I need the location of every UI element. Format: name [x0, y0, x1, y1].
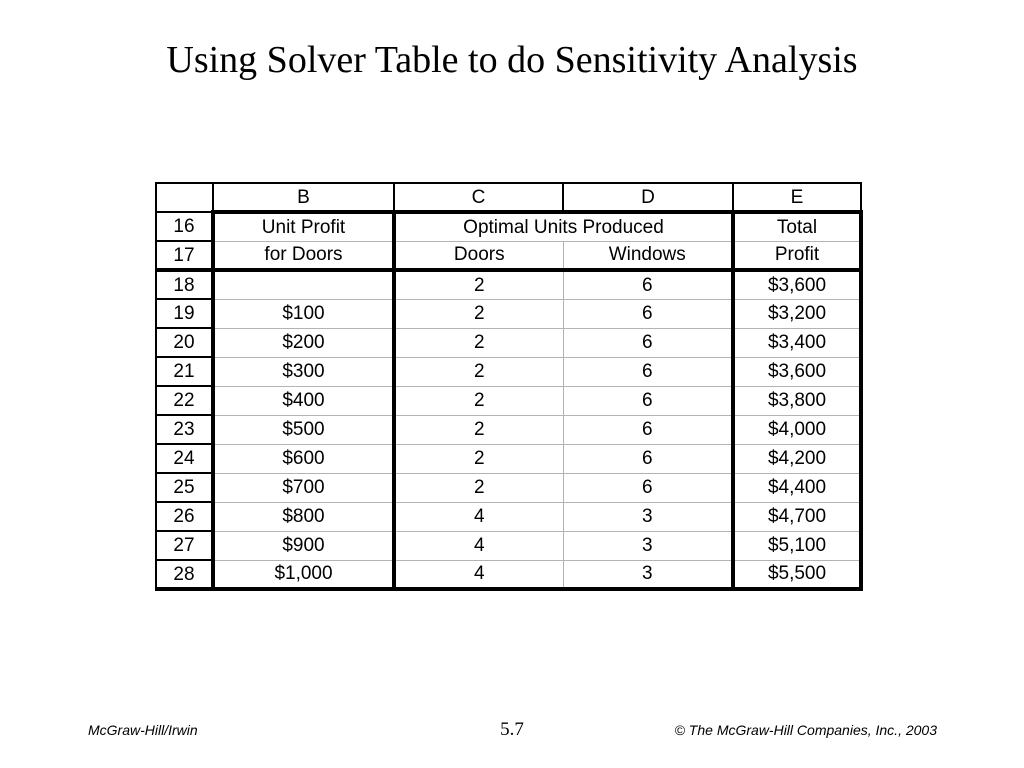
row-header-25: 25 [156, 473, 213, 502]
cell-B26: $800 [213, 502, 394, 531]
cell-B24: $600 [213, 444, 394, 473]
cell-C16-optimal-units-header: Optimal Units Produced [394, 212, 733, 241]
cell-D25: 6 [563, 473, 733, 502]
cell-C27: 4 [394, 531, 563, 560]
footer-page-number: 5.7 [500, 719, 524, 740]
row-header-22: 22 [156, 386, 213, 415]
spreadsheet-body [156, 183, 861, 589]
table-row-22 [156, 386, 861, 415]
cell-E20: $3,400 [733, 328, 861, 357]
cell-E18: $3,600 [733, 270, 861, 299]
cell-B18 [213, 270, 394, 299]
row-header-20: 20 [156, 328, 213, 357]
cell-D19: 6 [563, 299, 733, 328]
row-header-24: 24 [156, 444, 213, 473]
table-row-20 [156, 328, 861, 357]
table-row-24 [156, 444, 861, 473]
table-row-18 [156, 270, 861, 299]
table-row-16 [156, 212, 861, 241]
cell-B27: $900 [213, 531, 394, 560]
cell-E22: $3,800 [733, 386, 861, 415]
cell-D22: 6 [563, 386, 733, 415]
footer-copyright: © The McGraw-Hill Companies, Inc., 2003 [674, 722, 937, 738]
cell-E24: $4,200 [733, 444, 861, 473]
cell-C21: 2 [394, 357, 563, 386]
slide-title: Using Solver Table to do Sensitivity Analysis [166, 39, 858, 81]
table-row-17 [156, 241, 861, 270]
cell-B17-for-doors-header: for Doors [213, 241, 394, 270]
cell-D28: 3 [563, 560, 733, 589]
cell-B20: $200 [213, 328, 394, 357]
table-row-28 [156, 560, 861, 589]
column-letter-C: C [394, 183, 563, 212]
cell-E17-profit-header: Profit [733, 241, 861, 270]
row-header-19: 19 [156, 299, 213, 328]
cell-D17-windows-header: Windows [563, 241, 733, 270]
column-letters-row [156, 183, 861, 212]
cell-D20: 6 [563, 328, 733, 357]
cell-E19: $3,200 [733, 299, 861, 328]
cell-D26: 3 [563, 502, 733, 531]
cell-E23: $4,000 [733, 415, 861, 444]
table-row-23 [156, 415, 861, 444]
cell-E16-total-header: Total [733, 212, 861, 241]
cell-B22: $400 [213, 386, 394, 415]
cell-E21: $3,600 [733, 357, 861, 386]
cell-B25: $700 [213, 473, 394, 502]
cell-E25: $4,400 [733, 473, 861, 502]
cell-B23: $500 [213, 415, 394, 444]
cell-E27: $5,100 [733, 531, 861, 560]
cell-D24: 6 [563, 444, 733, 473]
table-row-25 [156, 473, 861, 502]
cell-B21: $300 [213, 357, 394, 386]
cell-B19: $100 [213, 299, 394, 328]
row-header-23: 23 [156, 415, 213, 444]
cell-C23: 2 [394, 415, 563, 444]
table-row-26 [156, 502, 861, 531]
cell-C26: 4 [394, 502, 563, 531]
corner-cell [156, 183, 213, 212]
row-header-16: 16 [156, 212, 213, 241]
row-header-18: 18 [156, 270, 213, 299]
cell-C17-doors-header: Doors [394, 241, 563, 270]
row-header-21: 21 [156, 357, 213, 386]
column-letter-D: D [563, 183, 733, 212]
cell-D21: 6 [563, 357, 733, 386]
cell-B28: $1,000 [213, 560, 394, 589]
footer-publisher: McGraw-Hill/Irwin [88, 722, 198, 738]
row-header-17: 17 [156, 241, 213, 270]
cell-C25: 2 [394, 473, 563, 502]
cell-D23: 6 [563, 415, 733, 444]
cell-B16-unit-profit-header: Unit Profit [213, 212, 394, 241]
table-row-19 [156, 299, 861, 328]
solver-table-region [155, 182, 863, 591]
cell-D18: 6 [563, 270, 733, 299]
row-header-28: 28 [156, 560, 213, 589]
cell-C24: 2 [394, 444, 563, 473]
table-row-21 [156, 357, 861, 386]
spreadsheet-table [155, 182, 863, 591]
cell-C20: 2 [394, 328, 563, 357]
row-header-26: 26 [156, 502, 213, 531]
cell-C19: 2 [394, 299, 563, 328]
cell-C22: 2 [394, 386, 563, 415]
table-row-27 [156, 531, 861, 560]
cell-E28: $5,500 [733, 560, 861, 589]
cell-E26: $4,700 [733, 502, 861, 531]
row-header-27: 27 [156, 531, 213, 560]
cell-C18: 2 [394, 270, 563, 299]
column-letter-E: E [733, 183, 861, 212]
cell-C28: 4 [394, 560, 563, 589]
cell-D27: 3 [563, 531, 733, 560]
column-letter-B: B [213, 183, 394, 212]
